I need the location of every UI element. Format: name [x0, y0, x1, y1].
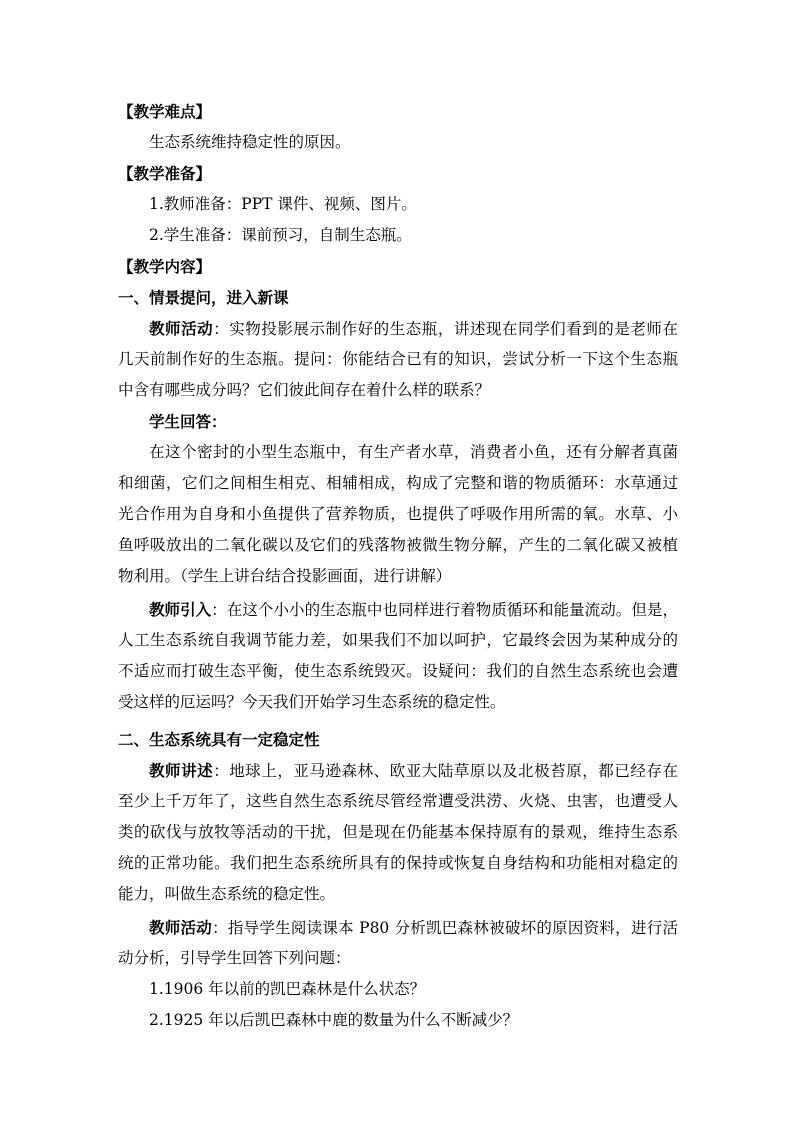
text-line: 光合作用为自身和小鱼提供了营养物质，也提供了呼吸作用所需的氧。水草、小	[118, 505, 678, 523]
question-2: 2.1925 年以后凯巴森林中鹿的数量为什么不断减少？	[149, 1011, 519, 1029]
section-1-title: 一、情景提问，进入新课	[118, 288, 289, 307]
text-line: 能力，叫做生态系统的稳定性。	[118, 885, 336, 903]
paragraph-prep-student: 2.学生准备：课前预习，自制生态瓶。	[149, 226, 412, 244]
text-line: 不适应而打破生态平衡，使生态系统毁灭。设疑问：我们的自然生态系统也会遭	[118, 662, 678, 680]
paragraph-prep-teacher: 1.教师准备：PPT 课件、视频、图片。	[149, 195, 417, 213]
label-teacher-explain: 教师讲述	[149, 761, 214, 780]
label-teacher-intro: 教师引入	[149, 600, 212, 619]
text-line: 在这个密封的小型生态瓶中，有生产者水草，消费者小鱼，还有分解者真菌	[149, 443, 678, 461]
text-line: 物利用。（学生上讲台结合投影画面，进行讲解）	[118, 567, 452, 585]
text-line: 中含有哪些成分吗？它们彼此间存在着什么样的联系？	[118, 381, 491, 399]
paragraph-teacher-intro	[118, 594, 678, 625]
label-student-answer: 学生回答：	[149, 412, 227, 431]
question-1: 1.1906 年以前的凯巴森林是什么状态？	[149, 980, 426, 998]
text-line: ：地球上，亚马逊森林、欧亚大陆草原以及北极苔原，都已经存在	[213, 762, 678, 780]
text-line: 鱼呼吸放出的二氧化碳以及它们的残落物被微生物分解，产生的二氧化碳又被植	[118, 536, 678, 554]
heading-teaching-content: 【教学内容】	[118, 257, 212, 276]
text-line: 几天前制作好的生态瓶。提问：你能结合已有的知识，尝试分析一下这个生态瓶	[118, 350, 678, 368]
paragraph-teacher-activity-2	[118, 912, 678, 943]
paragraph-difficulty: 生态系统维持稳定性的原因。	[149, 133, 351, 151]
text-line: ：指导学生阅读课本 P80 分析凯巴森林被破坏的原因资料，进行活	[212, 919, 678, 937]
text-line: ：在这个小小的生态瓶中也同样进行着物质循环和能量流动。但是，	[211, 601, 678, 619]
label-teacher-activity: 教师活动	[149, 319, 214, 338]
label-teacher-activity: 教师活动	[149, 918, 213, 937]
text-line: ：实物投影展示制作好的生态瓶，讲述现在同学们看到的是老师在	[213, 320, 678, 338]
heading-teaching-difficulty: 【教学难点】	[118, 102, 212, 121]
text-line: 类的砍伐与放牧等活动的干扰，但是现在仍能基本保持原有的景观，维持生态系	[118, 823, 678, 841]
section-2-title: 二、生态系统具有一定稳定性	[118, 730, 320, 749]
document-page	[118, 96, 678, 1036]
text-line: 人工生态系统自我调节能力差，如果我们不加以呵护，它最终会因为某种成分的	[118, 631, 678, 649]
text-line: 统的正常功能。我们把生态系统所具有的保持或恢复自身结构和功能相对稳定的	[118, 854, 678, 872]
paragraph-teacher-explain	[118, 755, 678, 786]
heading-teaching-preparation: 【教学准备】	[118, 164, 212, 183]
text-line: 至少上千万年了，这些自然生态系统尽管经常遭受洪涝、火烧、虫害，也遭受人	[118, 792, 678, 810]
paragraph-teacher-activity-1	[118, 313, 678, 344]
text-line: 和细菌，它们之间相生相克、相辅相成，构成了完整和谐的物质循环：水草通过	[118, 474, 678, 492]
text-line: 动分析，引导学生回答下列问题：	[118, 949, 351, 967]
text-line: 受这样的厄运吗？今天我们开始学习生态系统的稳定性。	[118, 693, 506, 711]
